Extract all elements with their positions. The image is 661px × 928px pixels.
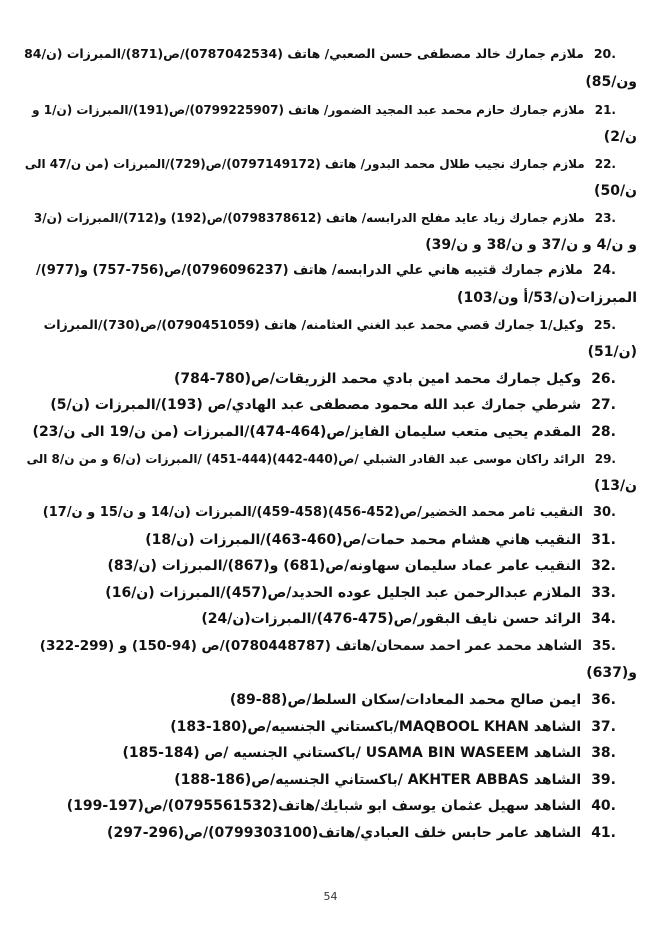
item-text: ملازم جمارك نجيب طلال محمد البدور/ هاتف (0797149172)/ص(729)/المبرزات (من ن/47 الى: [24, 157, 585, 171]
item-text: الشاهد AKHTER ABBAS /باكستاني الجنسيه/ص(186-188): [174, 772, 582, 788]
list-item: [33, 418, 616, 446]
list-item: [67, 792, 616, 820]
item-text: شرطي جمارك عبد الله محمود مصطفى عبد الهادي/ص (193)/المبرزات (ن/5): [50, 397, 582, 413]
item-text: الرائد حسن نايف البقور/ص(475-476)/المبرزات(ن/24): [201, 611, 582, 627]
item-text: الشاهد عامر حابس خلف العبادي/هاتف(0799303100)/ص(296-297): [107, 825, 582, 841]
item-continuation: (ن/51): [587, 344, 637, 360]
item-number: 22.: [594, 157, 616, 171]
item-number: 37.: [591, 719, 616, 735]
item-continuation: ن/13): [594, 478, 637, 494]
list-item: [44, 311, 616, 339]
item-text: ايمن صالح محمد المعادات/سكان السلط/ص(88-89): [229, 692, 582, 708]
list-item: [32, 96, 616, 124]
item-continuation: ون/85): [585, 74, 637, 90]
item-number: 26.: [591, 371, 616, 387]
list-item: [105, 579, 616, 607]
page-number: 54: [323, 890, 338, 903]
list-item: [201, 605, 616, 633]
list-item: [24, 40, 616, 68]
item-text: الرائد راكان موسى عبد القادر الشبلي /ص(440-442)(444-451) /المبرزات (ن/6 و من ن/8 الى: [26, 452, 585, 466]
item-number: 21.: [594, 103, 616, 117]
list-item: [174, 365, 616, 393]
item-number: 29.: [594, 452, 616, 466]
item-number: 25.: [593, 317, 616, 332]
item-continuation: ن/2): [603, 129, 637, 145]
item-number: 41.: [591, 825, 616, 841]
item-number: 28.: [591, 424, 616, 440]
item-text: وكيل/1 جمارك قصي محمد عبد الغني العثامنه/ هاتف (0790451059)/ص(730)/المبرزات: [43, 317, 584, 332]
item-number: 20.: [593, 46, 616, 61]
list-item: [145, 526, 616, 554]
item-text: ملازم جمارك زياد عايد مفلح الدرابسه/ هاتف (0798378612)/ص(192) و(712)/المبرزات (ن/3: [33, 211, 585, 225]
item-number: 27.: [591, 397, 616, 413]
item-number: 34.: [591, 611, 616, 627]
list-item: [43, 499, 616, 527]
item-text: النقيب هاني هشام محمد حمات/ص(460-463)/المبرزات (ن/18): [145, 532, 582, 548]
list-item: [40, 632, 616, 660]
list-item: [107, 552, 616, 580]
item-number: 40.: [591, 798, 616, 814]
item-number: 23.: [594, 211, 616, 225]
item-text: المقدم يحيى متعب سليمان الفايز/ص(464-474)/المبرزات (من ن/19 الى ن/23): [32, 424, 582, 440]
list-item: [170, 713, 616, 741]
list-item: [27, 445, 616, 473]
item-continuation: ن/50): [594, 183, 637, 199]
item-text: الشاهد MAQBOOL KHAN/باكستاني الجنسيه/ص(180-183): [170, 719, 582, 735]
item-number: 35.: [592, 638, 616, 654]
list-item: [107, 819, 616, 847]
item-continuation: و ن/4 و ن/37 و ن/38 و ن/39): [425, 237, 637, 253]
item-number: 38.: [591, 745, 616, 761]
item-number: 39.: [591, 772, 616, 788]
item-continuation: و(637): [586, 665, 637, 681]
list-item: [230, 686, 616, 714]
item-text: ملازم جمارك قتيبه هاني علي الدرابسه/ هاتف (0796096237)/ص(756-757) و(977)/: [36, 263, 583, 278]
item-number: 30.: [592, 505, 616, 520]
item-continuation: المبرزات(ن/53/أ ون/103): [457, 290, 637, 306]
item-text: الشاهد سهيل عثمان يوسف ابو شبايك/هاتف(0795561532)/ص(197-199): [66, 798, 582, 814]
item-text: النقيب ثامر محمد الخضير/ص(452-456)(458-459)/المبرزات (ن/14 و ن/15 و ن/17): [42, 505, 583, 520]
item-number: 24.: [592, 263, 616, 278]
list-item: [123, 739, 616, 767]
item-text: ملازم جمارك حازم محمد عبد المجيد الضمور/ هاتف (0799225907)/ص(191)/المبرزات (ن/1 و: [32, 103, 585, 117]
item-text: وكيل جمارك محمد امين بادي محمد الزريقات/ص(780-784): [173, 371, 582, 387]
list-item: [34, 204, 616, 232]
list-item: [25, 150, 616, 178]
item-text: النقيب عامر عماد سليمان سهاونه/ص(681) و(867)/المبرزات (ن/83): [107, 558, 582, 574]
item-text: ملازم جمارك خالد مصطفى حسن الصعبي/ هاتف (0787042534)/ص(871)/المبرزات (ن/84: [24, 46, 584, 61]
list-item: [36, 257, 616, 285]
item-number: 33.: [591, 585, 616, 601]
item-number: 36.: [591, 692, 616, 708]
item-number: 32.: [591, 558, 616, 574]
list-item: [50, 391, 616, 419]
item-text: الشاهد USAMA BIN WASEEM /باكستاني الجنسيه /ص (184-185): [122, 745, 582, 761]
item-number: 31.: [591, 532, 616, 548]
list-item: [174, 766, 616, 794]
item-text: الشاهد محمد عمر احمد سمحان/هاتف (0780448787)/ص (94-150) و (299-322): [39, 638, 583, 654]
item-text: الملازم عبدالرحمن عبد الجليل عوده الحديد/ص(457)/المبرزات (ن/16): [105, 585, 582, 601]
